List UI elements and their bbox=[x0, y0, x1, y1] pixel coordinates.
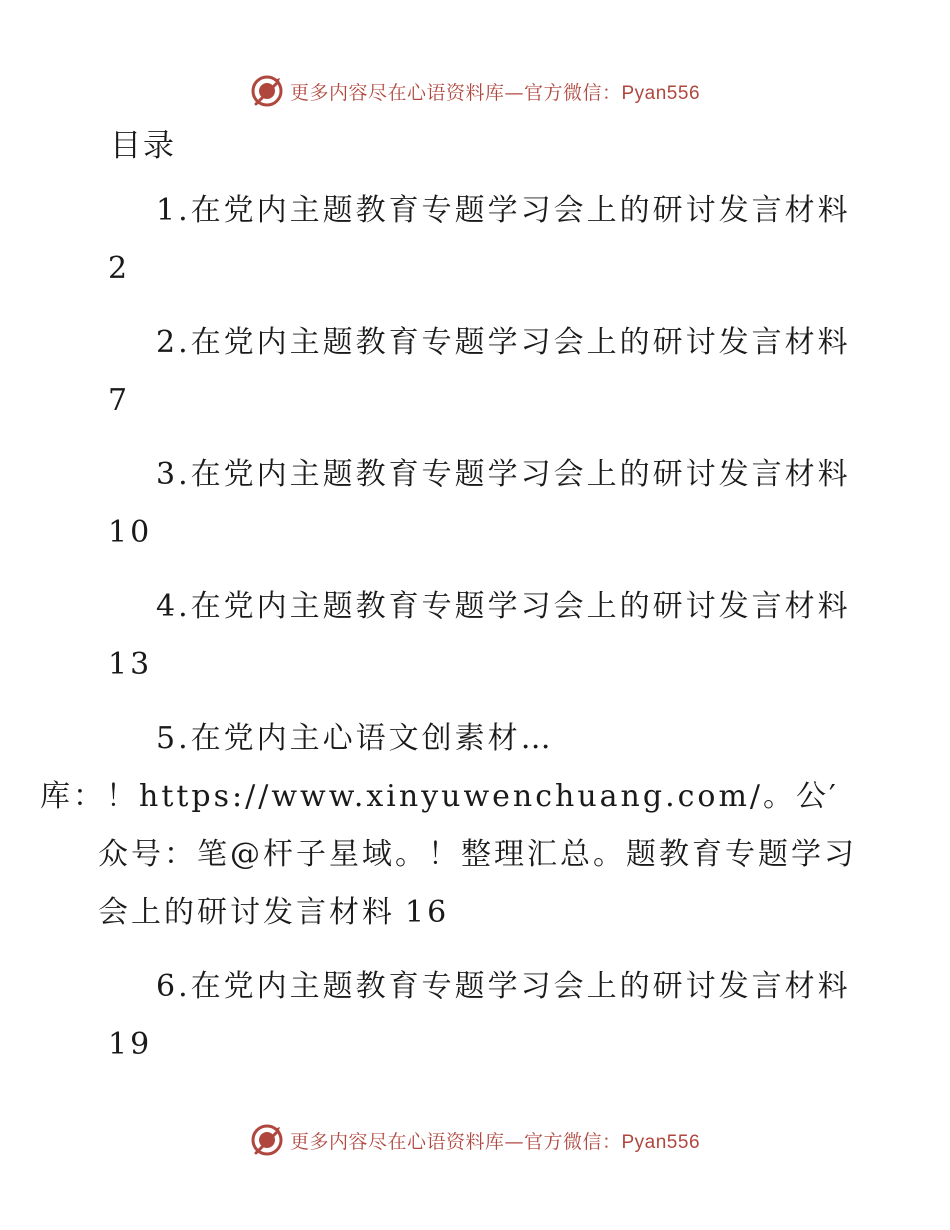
footer-banner-text bbox=[290, 1127, 700, 1154]
toc-title: 目录 bbox=[110, 128, 176, 164]
header-banner-text bbox=[290, 78, 700, 105]
footer-banner bbox=[0, 1120, 950, 1160]
toc-entry-page: 2 bbox=[108, 251, 131, 286]
toc-entry-2[interactable] bbox=[98, 314, 858, 430]
toc-entry-text: 2.在党内主题教育专题学习会上的研讨发言材料 bbox=[156, 325, 851, 360]
toc-page bbox=[40, 118, 858, 1090]
toc-entry-1[interactable] bbox=[98, 182, 858, 298]
toc-entry-page: 19 bbox=[108, 1027, 153, 1062]
header-banner-handle: Pyan556 bbox=[621, 82, 701, 104]
toc-entry-3[interactable] bbox=[98, 446, 858, 562]
toc-entry-text: 6.在党内主题教育专题学习会上的研讨发言材料 bbox=[156, 969, 851, 1004]
footer-banner-label: 更多内容尽在心语资料库—官方微信： bbox=[289, 1130, 622, 1153]
pen-logo-icon bbox=[250, 1123, 284, 1157]
toc-entry-5[interactable] bbox=[40, 710, 858, 942]
header-banner-label: 更多内容尽在心语资料库—官方微信： bbox=[289, 81, 622, 104]
toc-entry-text-continued: 库：！https://www.xinyuwenchuang.com/。公′众号：笔@杆子星域。！整理汇总。题教育专题学习会上的研讨发言材料 bbox=[40, 779, 857, 930]
toc-entry-4[interactable] bbox=[98, 578, 858, 694]
toc-entry-text: 1.在党内主题教育专题学习会上的研讨发言材料 bbox=[156, 193, 851, 228]
toc-entry-page: 10 bbox=[108, 515, 153, 550]
toc-entry-page: 7 bbox=[108, 383, 131, 418]
toc-entry-page: 16 bbox=[405, 895, 450, 930]
toc-entry-text: 4.在党内主题教育专题学习会上的研讨发言材料 bbox=[156, 589, 851, 624]
toc-entry-6[interactable] bbox=[98, 958, 858, 1074]
toc-entry-page: 13 bbox=[108, 647, 153, 682]
toc-entry-text: 5.在党内主心语文创素材… bbox=[156, 721, 554, 756]
toc-entry-text: 3.在党内主题教育专题学习会上的研讨发言材料 bbox=[156, 457, 851, 492]
footer-banner-handle: Pyan556 bbox=[621, 1131, 701, 1153]
header-banner bbox=[0, 71, 950, 111]
pen-logo-icon bbox=[250, 74, 284, 108]
